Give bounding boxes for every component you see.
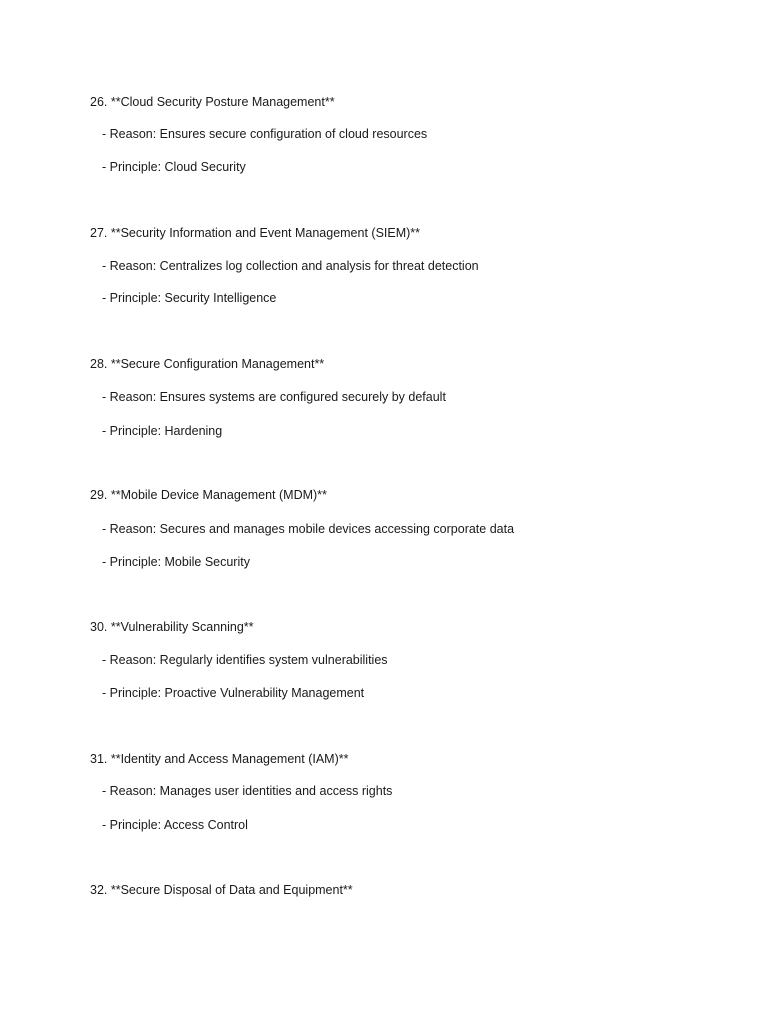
item-29-principle: - Principle: Mobile Security (102, 555, 250, 569)
item-30-principle: - Principle: Proactive Vulnerability Management (102, 686, 365, 700)
item-32-title: 32. **Secure Disposal of Data and Equipment** (90, 883, 353, 897)
item-28-title: 28. **Secure Configuration Management** (90, 357, 325, 371)
item-26-title: 26. **Cloud Security Posture Management** (90, 95, 335, 109)
item-29-title: 29. **Mobile Device Management (MDM)** (90, 488, 327, 502)
item-26-principle: - Principle: Cloud Security (102, 160, 246, 174)
item-29-reason: - Reason: Secures and manages mobile devices accessing corporate data (102, 522, 515, 536)
item-27-title: 27. **Security Information and Event Management (SIEM)** (90, 226, 421, 240)
item-31-principle: - Principle: Access Control (102, 818, 248, 832)
item-30-reason: - Reason: Regularly identifies system vulnerabilities (102, 653, 388, 667)
item-27-principle: - Principle: Security Intelligence (102, 291, 277, 305)
item-30-title: 30. **Vulnerability Scanning** (90, 620, 254, 634)
item-28-principle: - Principle: Hardening (102, 424, 223, 438)
item-26-reason: - Reason: Ensures secure configuration of cloud resources (102, 127, 428, 141)
item-31-reason: - Reason: Manages user identities and access rights (102, 784, 393, 798)
item-28-reason: - Reason: Ensures systems are configured securely by default (102, 390, 446, 404)
item-27-reason: - Reason: Centralizes log collection and analysis for threat detection (102, 259, 479, 273)
item-31-title: 31. **Identity and Access Management (IAM)** (90, 752, 349, 766)
